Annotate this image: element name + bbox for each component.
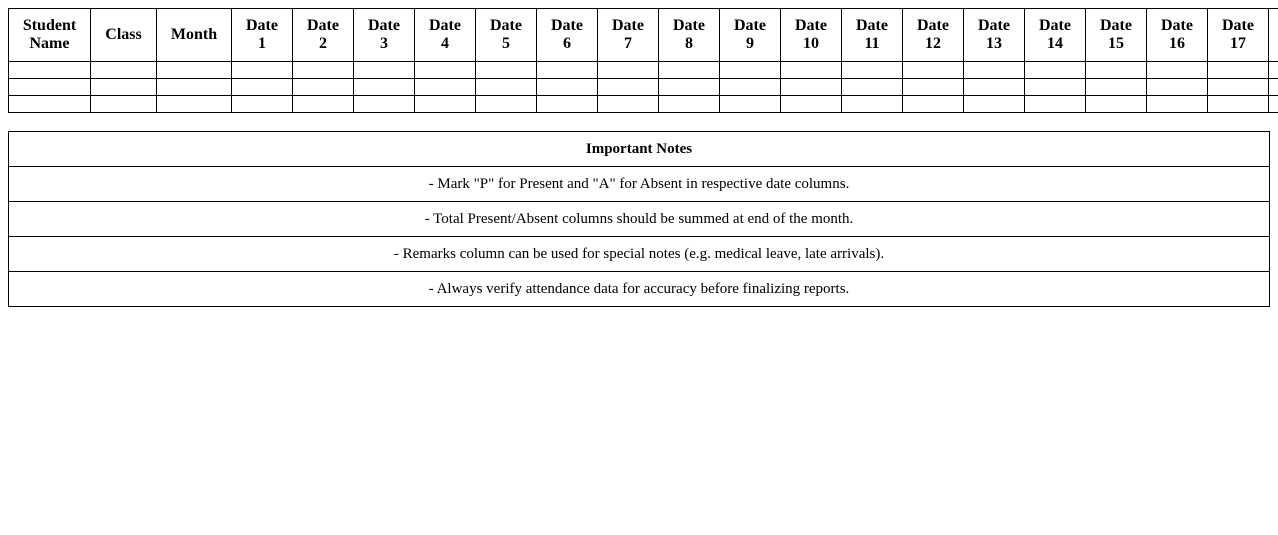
column-header: [1208, 9, 1269, 62]
notes-header-row: [9, 132, 1270, 167]
note-text: - Remarks column can be used for special notes (e.g. medical leave, late arrivals).: [9, 237, 1270, 272]
attendance-cell[interactable]: [1025, 62, 1086, 79]
column-header-sublabel: 13: [986, 35, 1002, 52]
attendance-cell[interactable]: [354, 96, 415, 113]
attendance-cell[interactable]: [1269, 96, 1278, 113]
attendance-cell[interactable]: [1025, 79, 1086, 96]
column-header: [1025, 9, 1086, 62]
column-header: [537, 9, 598, 62]
column-header-label: Class: [105, 26, 142, 43]
attendance-cell[interactable]: [476, 79, 537, 96]
attendance-cell[interactable]: [720, 79, 781, 96]
column-header-sublabel: 10: [803, 35, 819, 52]
column-header-label: Date: [1039, 17, 1071, 34]
column-header-sublabel: 12: [925, 35, 941, 52]
column-header: [354, 9, 415, 62]
attendance-cell[interactable]: [1208, 96, 1269, 113]
attendance-cell[interactable]: [9, 96, 91, 113]
column-header: [598, 9, 659, 62]
column-header-sublabel: 11: [864, 35, 880, 52]
attendance-cell[interactable]: [476, 62, 537, 79]
attendance-cell[interactable]: [9, 79, 91, 96]
attendance-cell[interactable]: [537, 79, 598, 96]
attendance-cell[interactable]: [354, 62, 415, 79]
column-header-label: Date: [246, 17, 278, 34]
column-header: [720, 9, 781, 62]
column-header: [232, 9, 293, 62]
attendance-cell[interactable]: [157, 79, 232, 96]
attendance-cell[interactable]: [903, 79, 964, 96]
attendance-cell[interactable]: [232, 96, 293, 113]
attendance-cell[interactable]: [964, 96, 1025, 113]
attendance-cell[interactable]: [293, 62, 354, 79]
attendance-cell[interactable]: [537, 96, 598, 113]
attendance-cell[interactable]: [781, 62, 842, 79]
attendance-cell[interactable]: [1147, 96, 1208, 113]
attendance-cell[interactable]: [598, 79, 659, 96]
attendance-cell[interactable]: [157, 96, 232, 113]
attendance-cell[interactable]: [964, 62, 1025, 79]
column-header: [781, 9, 842, 62]
attendance-cell[interactable]: [476, 96, 537, 113]
attendance-cell[interactable]: [293, 79, 354, 96]
column-header-label: Date: [673, 17, 705, 34]
attendance-cell[interactable]: [415, 96, 476, 113]
column-header: [91, 9, 157, 62]
attendance-cell[interactable]: [9, 62, 91, 79]
attendance-cell[interactable]: [659, 79, 720, 96]
column-header: [1086, 9, 1147, 62]
note-row: [9, 237, 1270, 272]
note-row: [9, 202, 1270, 237]
column-header-sublabel: 17: [1230, 35, 1246, 52]
attendance-cell[interactable]: [1269, 79, 1278, 96]
column-header-label: Date: [1100, 17, 1132, 34]
note-text: - Mark "P" for Present and "A" for Absent in respective date columns.: [9, 167, 1270, 202]
attendance-cell[interactable]: [964, 79, 1025, 96]
column-header-label: Student: [22, 17, 77, 34]
column-header: [293, 9, 354, 62]
column-header-cutoff: [1269, 9, 1278, 62]
attendance-cell[interactable]: [1208, 79, 1269, 96]
column-header-label: Date: [307, 17, 339, 34]
table-row: [9, 62, 1278, 79]
attendance-cell[interactable]: [1269, 62, 1278, 79]
attendance-cell[interactable]: [354, 79, 415, 96]
column-header-sublabel: Name: [29, 35, 70, 52]
column-header-label: Date: [978, 17, 1010, 34]
column-header: [476, 9, 537, 62]
attendance-cell[interactable]: [1086, 62, 1147, 79]
attendance-cell[interactable]: [1025, 96, 1086, 113]
attendance-cell[interactable]: [842, 79, 903, 96]
attendance-cell[interactable]: [415, 79, 476, 96]
column-header-label: Date: [490, 17, 522, 34]
attendance-cell[interactable]: [293, 96, 354, 113]
attendance-table-wrapper: [8, 8, 1278, 113]
column-header-label: Date: [734, 17, 766, 34]
column-header-sublabel: 6: [563, 35, 571, 52]
column-header: [903, 9, 964, 62]
column-header-label: Date: [612, 17, 644, 34]
column-header: [842, 9, 903, 62]
column-header: [157, 9, 232, 62]
attendance-cell[interactable]: [720, 96, 781, 113]
column-header-sublabel: 5: [502, 35, 510, 52]
note-text: - Total Present/Absent columns should be summed at end of the month.: [9, 202, 1270, 237]
attendance-cell[interactable]: [91, 79, 157, 96]
attendance-cell[interactable]: [1147, 62, 1208, 79]
column-header-sublabel: 1: [258, 35, 266, 52]
column-header-label: Date: [368, 17, 400, 34]
attendance-cell[interactable]: [1086, 96, 1147, 113]
column-header-label: Date: [551, 17, 583, 34]
column-header-sublabel: 9: [746, 35, 754, 52]
column-header: [964, 9, 1025, 62]
attendance-cell[interactable]: [781, 79, 842, 96]
column-header-sublabel: 14: [1047, 35, 1063, 52]
attendance-cell[interactable]: [903, 96, 964, 113]
attendance-cell[interactable]: [91, 96, 157, 113]
column-header: [1147, 9, 1208, 62]
attendance-cell[interactable]: [232, 79, 293, 96]
column-header-sublabel: 15: [1108, 35, 1124, 52]
notes-title: Important Notes: [9, 132, 1270, 167]
table-row: [9, 79, 1278, 96]
column-header-sublabel: 3: [380, 35, 388, 52]
column-header-sublabel: 8: [685, 35, 693, 52]
attendance-cell[interactable]: [232, 62, 293, 79]
column-header-label: Date: [1222, 17, 1254, 34]
column-header-label: Date: [917, 17, 949, 34]
attendance-cell[interactable]: [842, 96, 903, 113]
note-text: - Always verify attendance data for accuracy before finalizing reports.: [9, 272, 1270, 307]
table-row: [9, 96, 1278, 113]
column-header-label: Date: [856, 17, 888, 34]
important-notes-table: [8, 131, 1270, 307]
attendance-cell[interactable]: [903, 62, 964, 79]
column-header-label: Month: [170, 26, 218, 43]
attendance-cell[interactable]: [659, 96, 720, 113]
column-header-label: Date: [429, 17, 461, 34]
attendance-cell[interactable]: [659, 62, 720, 79]
column-header-sublabel: 4: [441, 35, 449, 52]
attendance-cell[interactable]: [415, 62, 476, 79]
header-row: [9, 9, 1278, 62]
attendance-cell[interactable]: [91, 62, 157, 79]
attendance-cell[interactable]: [842, 62, 903, 79]
attendance-cell[interactable]: [537, 62, 598, 79]
attendance-table: [8, 8, 1278, 113]
column-header-label: Date: [1161, 17, 1193, 34]
column-header-sublabel: 16: [1169, 35, 1185, 52]
attendance-cell[interactable]: [720, 62, 781, 79]
note-row: [9, 272, 1270, 307]
attendance-cell[interactable]: [1208, 62, 1269, 79]
attendance-cell[interactable]: [157, 62, 232, 79]
column-header-sublabel: 7: [624, 35, 632, 52]
column-header-sublabel: 2: [319, 35, 327, 52]
column-header: [659, 9, 720, 62]
attendance-cell[interactable]: [598, 62, 659, 79]
attendance-cell[interactable]: [781, 96, 842, 113]
column-header: [415, 9, 476, 62]
attendance-cell[interactable]: [1086, 79, 1147, 96]
column-header-label: Date: [795, 17, 827, 34]
attendance-cell[interactable]: [1147, 79, 1208, 96]
note-row: [9, 167, 1270, 202]
column-header: [9, 9, 91, 62]
attendance-cell[interactable]: [598, 96, 659, 113]
